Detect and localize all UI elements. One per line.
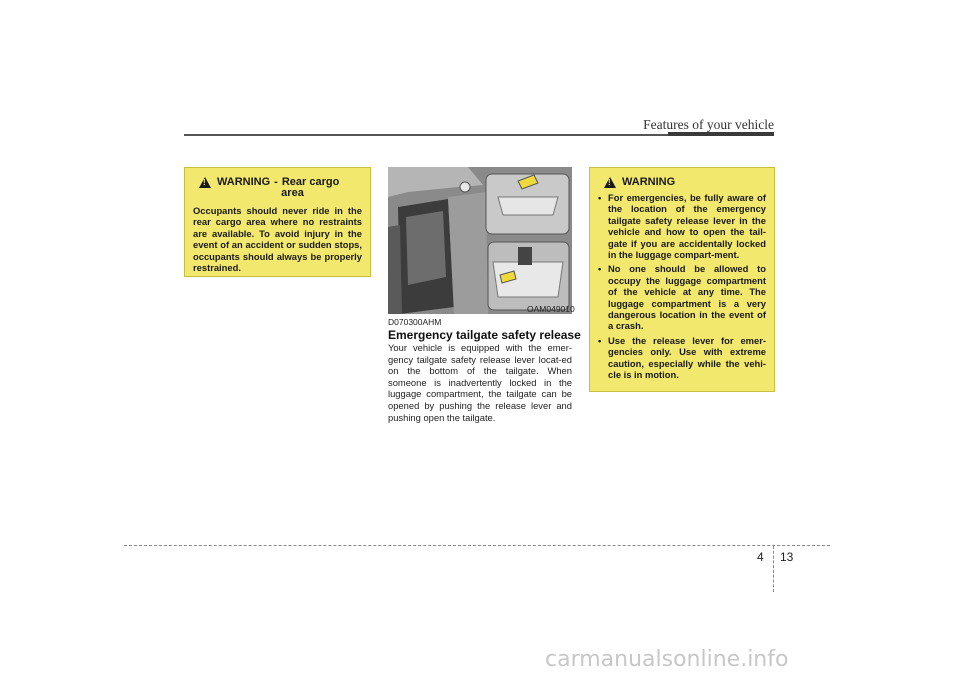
watermark: carmanualsonline.info	[545, 647, 789, 672]
header-rule-accent	[668, 132, 774, 136]
warning-label: WARNING	[622, 176, 676, 188]
warning-triangle-icon	[604, 177, 616, 188]
footer-rule	[124, 545, 830, 546]
warning-triangle-icon	[199, 177, 211, 188]
footer-divider	[773, 546, 774, 592]
section-body: Your vehicle is equipped with the emer-gency tailgate safety release lever locat-ed on the bottom of the tailgate. When someone is inadvertently locked in the luggage compartment, the tailgate can be opened by pushing the release lever and pushing open the tailgate.	[388, 342, 572, 423]
warning-title: Rear cargo	[281, 176, 340, 188]
page-number: 13	[780, 550, 794, 564]
warning-heading	[193, 176, 362, 188]
chapter-number: 4	[757, 550, 764, 564]
tailgate-illustration	[388, 167, 572, 314]
warning-dash: -	[274, 176, 278, 188]
warning-text: Occupants should never ride in the rear cargo area where no restraints are available. To avoid injury in the event of an accident or sudden stops, occupants should always be properly restrained.	[193, 205, 362, 274]
list-item: • Use the release lever for emer-gencies only. Use with extreme caution, especially while the vehi-cle is in motion.	[598, 335, 766, 381]
warning-heading	[598, 176, 766, 188]
tailgate-drawing	[388, 167, 572, 314]
header-title: Features of your vehicle	[643, 117, 774, 132]
warning-label: WARNING	[217, 176, 271, 188]
list-item: • No one should be allowed to occupy the luggage compartment of the vehicle at any time. The luggage compartment is a very dangerous location in the event of a crash.	[598, 263, 766, 331]
warning-list	[598, 192, 766, 381]
warning-box-rear-cargo	[184, 167, 371, 277]
warning-title-continued: area	[281, 187, 304, 199]
list-item: • For emergencies, be fully aware of the location of the emergency tailgate safety release lever in the vehicle and how to open the tail-gate if you are accidentally locked in the luggage compart-ment.	[598, 192, 766, 260]
section-code: D070300AHM	[388, 317, 442, 327]
warning-box-emergency	[589, 167, 775, 392]
figure-caption: OAM049010	[527, 304, 575, 314]
section-title: Emergency tailgate safety release	[388, 328, 581, 342]
